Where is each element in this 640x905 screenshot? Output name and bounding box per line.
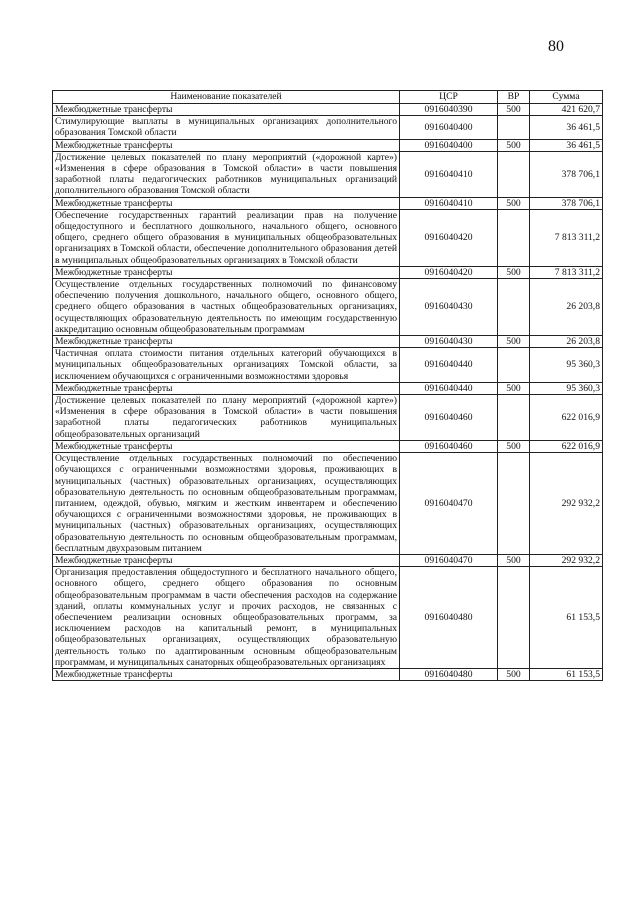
table-row: [53, 116, 603, 139]
table-row: [53, 348, 603, 383]
row-csr: 0916040460: [400, 440, 498, 452]
table-row: [53, 279, 603, 336]
row-name: Стимулирующие выплаты в муниципальных организациях дополнительного образования Томской области: [53, 116, 400, 139]
row-vr: 500: [498, 554, 530, 566]
row-name: Осуществление отдельных государственных полномочий по финансовому обеспечению получения дошкольного, начального общего, основного общего, среднего общего образования в частных общеобразовательных организациях, осуществляющих образовательную деятельность по имеющим государственную аккредитацию основным общеобразовательным программам: [53, 279, 400, 336]
row-sum: 7 813 311,2: [530, 266, 603, 278]
row-csr: 0916040430: [400, 279, 498, 336]
row-csr: 0916040440: [400, 348, 498, 383]
row-name: Межбюджетные трансферты: [53, 197, 400, 209]
row-vr: [498, 116, 530, 139]
row-vr: [498, 151, 530, 197]
row-vr: [498, 279, 530, 336]
row-sum: 95 360,3: [530, 348, 603, 383]
row-name: Частичная оплата стоимости питания отдельных категорий обучающихся в муниципальных общеобразовательных организациях Томской области, за исключением обучающихся с ограниченными возможностями здоровья: [53, 348, 400, 383]
row-csr: 0916040420: [400, 266, 498, 278]
row-sum: 7 813 311,2: [530, 209, 603, 266]
row-sum: 61 153,5: [530, 567, 603, 669]
header-name: Наименование показателей: [53, 91, 400, 104]
row-vr: 500: [498, 139, 530, 151]
row-vr: 500: [498, 382, 530, 394]
table-row: [53, 266, 603, 278]
row-sum: 95 360,3: [530, 382, 603, 394]
row-csr: 0916040430: [400, 336, 498, 348]
page-number: 80: [548, 38, 564, 55]
table-row: [53, 554, 603, 566]
row-sum: 378 706,1: [530, 151, 603, 197]
row-vr: [498, 567, 530, 669]
row-csr: 0916040410: [400, 197, 498, 209]
table-body: [53, 104, 603, 681]
row-sum: 26 203,8: [530, 336, 603, 348]
row-vr: 500: [498, 266, 530, 278]
row-name: Организация предоставления общедоступного и бесплатного начального общего, основного общего, среднего общего образования по основным общеобразовательным программам в части обеспечения расходов на содержание зданий, оплаты коммунальных услуг и прочих расходов, не связанных с обеспечением реализации основных общеобразовательных программ, за исключением расходов на капитальный ремонт, в муниципальных общеобразовательных организациях, осуществляющих образовательную деятельность только по адаптированным основным общеобразовательным программам, и муниципальных санаторных общеобразовательных организациях: [53, 567, 400, 669]
table-header-row: [53, 91, 603, 104]
row-csr: 0916040480: [400, 567, 498, 669]
row-sum: 292 932,2: [530, 554, 603, 566]
row-name: Межбюджетные трансферты: [53, 139, 400, 151]
row-csr: 0916040410: [400, 151, 498, 197]
header-sum: Сумма: [530, 91, 603, 104]
table-row: [53, 209, 603, 266]
row-vr: [498, 348, 530, 383]
table-row: [53, 440, 603, 452]
row-name: Межбюджетные трансферты: [53, 554, 400, 566]
row-name: Достижение целевых показателей по плану мероприятий («дорожной карте») «Изменения в сфере образования в Томской области» в части повышения заработной платы педагогических работников муниципальных организаций дополнительного образования Томской области: [53, 151, 400, 197]
row-name: Межбюджетные трансферты: [53, 266, 400, 278]
row-vr: 500: [498, 197, 530, 209]
table-row: [53, 382, 603, 394]
row-name: Межбюджетные трансферты: [53, 104, 400, 116]
row-vr: [498, 209, 530, 266]
row-csr: 0916040480: [400, 668, 498, 680]
row-name: Межбюджетные трансферты: [53, 336, 400, 348]
table-row: [53, 453, 603, 555]
table-row: [53, 336, 603, 348]
row-vr: [498, 395, 530, 441]
row-vr: 500: [498, 104, 530, 116]
row-vr: 500: [498, 668, 530, 680]
row-sum: 36 461,5: [530, 139, 603, 151]
table-row: [53, 668, 603, 680]
row-vr: 500: [498, 336, 530, 348]
row-name: Межбюджетные трансферты: [53, 382, 400, 394]
table-row: [53, 104, 603, 116]
table-row: [53, 567, 603, 669]
row-csr: 0916040470: [400, 453, 498, 555]
row-vr: 500: [498, 440, 530, 452]
row-name: Межбюджетные трансферты: [53, 668, 400, 680]
row-sum: 292 932,2: [530, 453, 603, 555]
budget-table: [52, 90, 603, 681]
row-csr: 0916040400: [400, 116, 498, 139]
row-name: Осуществление отдельных государственных полномочий по обеспечению обучающихся с ограниченными возможностями здоровья, проживающих в муниципальных (частных) образовательных организациях, осуществляющих образовательную деятельность по основным общеобразовательным программам, питанием, одеждой, обувью, мягким и жестким инвентарем и обеспечению обучающихся с ограниченными возможностями здоровья, не проживающих в муниципальных (частных) образовательных организациях, осуществляющих образовательную деятельность по основным общеобразовательным программам, бесплатным двухразовым питанием: [53, 453, 400, 555]
row-sum: 622 016,9: [530, 395, 603, 441]
row-sum: 622 016,9: [530, 440, 603, 452]
table-row: [53, 395, 603, 441]
table-row: [53, 139, 603, 151]
row-csr: 0916040390: [400, 104, 498, 116]
header-csr: ЦСР: [400, 91, 498, 104]
row-name: Достижение целевых показателей по плану мероприятий («дорожной карте») «Изменения в сфере образования в Томской области» в части повышения заработной платы педагогических работников муниципальных общеобразовательных организаций: [53, 395, 400, 441]
row-sum: 36 461,5: [530, 116, 603, 139]
row-name: Межбюджетные трансферты: [53, 440, 400, 452]
table-row: [53, 151, 603, 197]
row-csr: 0916040440: [400, 382, 498, 394]
row-name: Обеспечение государственных гарантий реализации прав на получение общедоступного и бесплатного дошкольного, начального общего, основного общего, среднего общего образования в муниципальных общеобразовательных организациях в Томской области, обеспечение дополнительного образования детей в муниципальных общеобразовательных организациях в Томской области: [53, 209, 400, 266]
row-vr: [498, 453, 530, 555]
row-csr: 0916040470: [400, 554, 498, 566]
row-csr: 0916040420: [400, 209, 498, 266]
row-sum: 378 706,1: [530, 197, 603, 209]
row-csr: 0916040400: [400, 139, 498, 151]
table-row: [53, 197, 603, 209]
row-sum: 421 620,7: [530, 104, 603, 116]
row-sum: 26 203,8: [530, 279, 603, 336]
row-csr: 0916040460: [400, 395, 498, 441]
header-vr: ВР: [498, 91, 530, 104]
row-sum: 61 153,5: [530, 668, 603, 680]
